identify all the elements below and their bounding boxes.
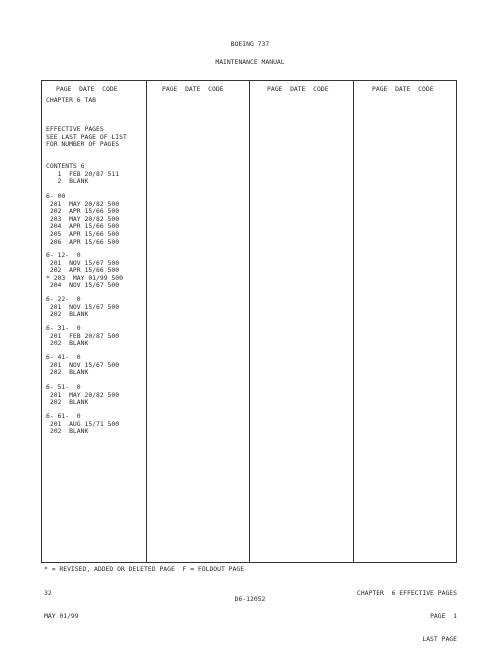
- page-number: 32: [44, 589, 52, 598]
- revision-legend: * = REVISED, ADDED OR DELETED PAGE F = FOLDOUT PAGE: [44, 565, 245, 573]
- column-divider: [249, 81, 250, 562]
- manual-subtitle: MAINTENANCE MANUAL: [215, 58, 285, 66]
- effective-pages-table: [41, 80, 457, 563]
- page-label: PAGE 1: [430, 611, 457, 620]
- chapter-tab-label: CHAPTER 6 TAB: [46, 96, 97, 104]
- section-6-41-0: 6- 41- 0 201 NOV 15/67 500 202 BLANK: [46, 353, 120, 377]
- chapter-label: CHAPTER 6 EFFECTIVE PAGES: [356, 589, 457, 598]
- revision-date: MAY 01/99: [44, 611, 79, 620]
- effective-pages-note: EFFECTIVE PAGES SEE LAST PAGE OF LIST FOR NUMBER OF PAGES: [46, 125, 127, 149]
- last-page-label: LAST PAGE: [422, 634, 457, 643]
- section-6-31-0: 6- 31- 0 201 FEB 20/87 500 202 BLANK: [46, 324, 120, 348]
- contents-entry: CONTENTS 6 1 FEB 20/87 511 2 BLANK: [46, 162, 120, 186]
- section-6-61-0: 6- 61- 0 201 AUG 15/71 500 202 BLANK: [46, 412, 120, 436]
- column-divider: [353, 81, 354, 562]
- section-6-00: 6- 00 201 MAY 20/82 500 202 APR 15/66 500 203 MAY 20/82 500 204 APR 15/66 500 205 APR 15/66 500 206 APR 15/66 500: [46, 192, 120, 246]
- section-6-12-0: 6- 12- 0 201 NOV 15/67 500 202 APR 15/66 500 * 203 MAY 01/99 500 204 NOV 15/67 500: [46, 251, 123, 290]
- column-header-4: PAGE DATE CODE: [372, 85, 434, 93]
- footer-right: [357, 575, 457, 651]
- column-divider: [146, 81, 147, 562]
- section-6-22-0: 6- 22- 0 201 NOV 15/67 500 202 BLANK: [46, 295, 120, 319]
- section-6-51-0: 6- 51- 0 201 MAY 20/82 500 202 BLANK: [46, 383, 120, 407]
- column-header-1: PAGE DATE CODE: [56, 85, 118, 93]
- manual-title: BOEING 737: [230, 40, 270, 48]
- column-header-3: PAGE DATE CODE: [267, 85, 329, 93]
- document-number: D6-12052: [234, 595, 266, 603]
- column-header-2: PAGE DATE CODE: [162, 85, 224, 93]
